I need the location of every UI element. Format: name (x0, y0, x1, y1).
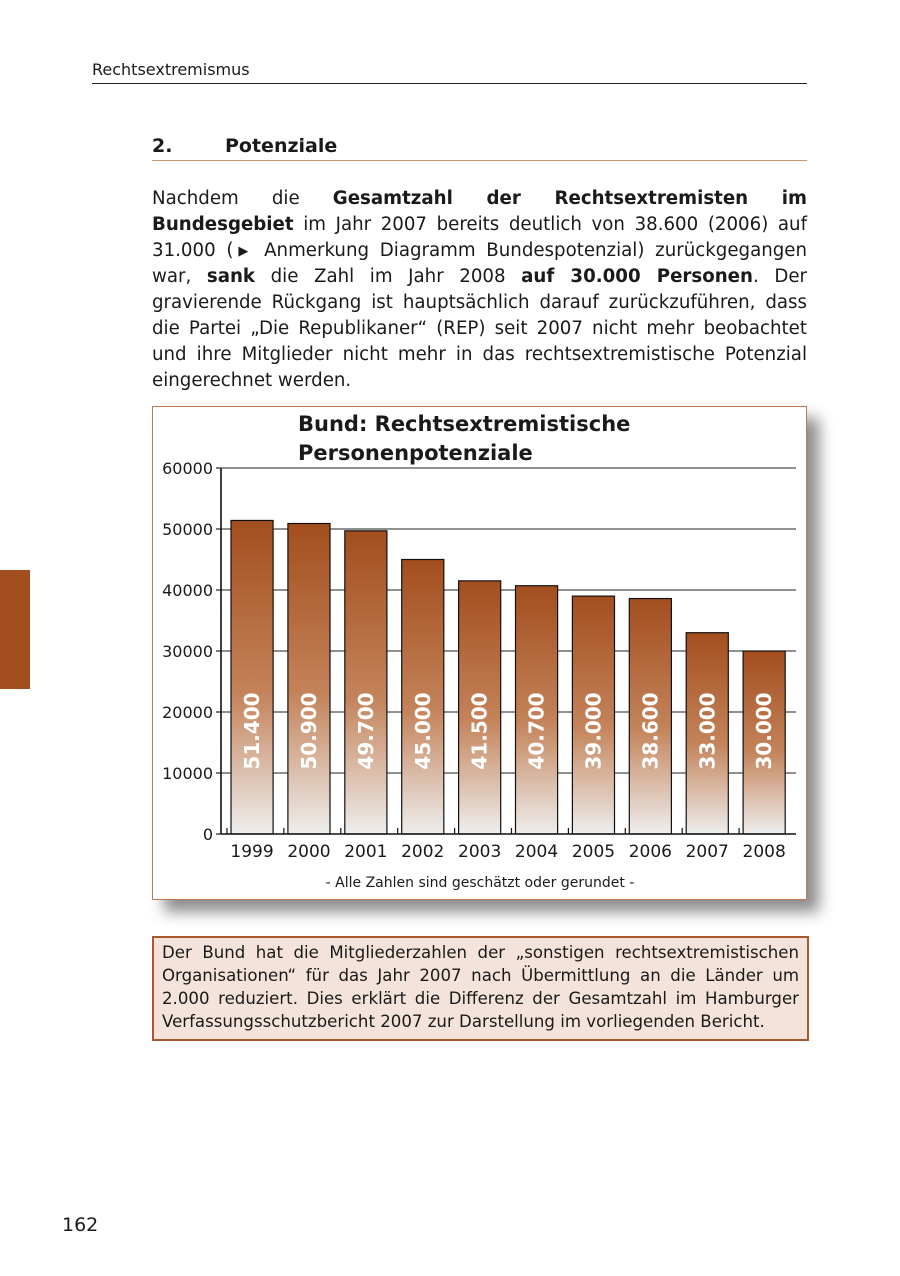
x-tick-label: 2003 (458, 842, 502, 862)
section-heading (152, 135, 807, 161)
x-tick-label: 2004 (514, 842, 559, 862)
bar-chart (153, 407, 806, 899)
bar-value-label: 40.700 (524, 692, 549, 770)
bar-value-label: 33.000 (695, 692, 720, 770)
intro-text: Nachdem die (152, 188, 333, 209)
bar-value-label: 41.500 (467, 692, 492, 770)
bar (231, 520, 273, 834)
bar-value-label: 38.600 (638, 692, 663, 770)
x-tick-label: 2001 (344, 842, 388, 862)
x-tick-label: 2000 (287, 842, 331, 862)
x-tick-label: 2006 (628, 842, 672, 862)
section-number: 2. (152, 135, 173, 157)
bar (288, 524, 330, 834)
x-tick-label: 2002 (401, 842, 445, 862)
chart-title-line: Personenpotenziale (298, 441, 533, 465)
intro-emphasis: Gesamtzahl der Rechtsextremisten im Bundesgebiet (152, 188, 807, 235)
chapter-tab-marker (0, 570, 30, 689)
y-tick-label: 20000 (162, 703, 213, 722)
x-tick-label: 2005 (571, 842, 616, 862)
bar-value-label: 49.700 (353, 692, 378, 770)
bar-value-label: 30.000 (752, 692, 777, 770)
x-tick-label: 2007 (685, 842, 729, 862)
intro-text: Anmerkung Diagramm Bundespotenzial) zurückgegangen war, (152, 239, 808, 288)
y-tick-label: 40000 (162, 581, 213, 600)
intro-emphasis: auf 30.000 Personen (521, 266, 753, 288)
intro-emphasis: sank (206, 266, 256, 288)
y-tick-label: 50000 (162, 520, 213, 539)
section-title: Potenziale (225, 135, 338, 157)
bar-value-label: 39.000 (581, 692, 606, 770)
intro-text: . Der gravierende Rückgang ist hauptsächlich darauf zurückzuführen, dass die Partei „Die Republikaner“ (REP) seit 2007 nicht mehr beobachtet und ihre Mitglieder nicht mehr in das rechtsextremistische Potenzial eingerechnet werden. (152, 266, 808, 391)
bar-value-label: 51.400 (240, 692, 265, 770)
chart-footnote: - Alle Zahlen sind geschätzt oder gerundet - (325, 875, 635, 891)
bar (345, 531, 387, 834)
x-tick-label: 2008 (742, 842, 786, 862)
x-tick-label: 1999 (230, 842, 274, 862)
chart-title-line: Bund: Rechtsextremistische (298, 412, 631, 436)
bar-value-label: 45.000 (410, 692, 435, 770)
intro-text: die Zahl im Jahr 2008 (255, 266, 522, 288)
running-header: Rechtsextremismus (92, 60, 807, 84)
chart-container (152, 406, 807, 900)
page-number: 162 (62, 1214, 99, 1236)
y-tick-label: 30000 (162, 642, 213, 661)
intro-paragraph (152, 186, 807, 393)
y-tick-label: 60000 (162, 459, 213, 478)
note-box: Der Bund hat die Mitgliederzahlen der „sonstigen rechtsextremistischen Organisationen“ für das Jahr 2007 nach Übermittlung an die Länder um 2.000 reduziert. Dies erklärt die Differenz der Gesamtzahl im Hamburger Verfassungsschutzbericht 2007 zur Darstellung im vorliegenden Bericht. (152, 936, 809, 1041)
y-tick-label: 10000 (162, 764, 213, 783)
y-tick-label: 0 (202, 825, 213, 844)
bar-value-label: 50.900 (296, 692, 321, 770)
arrow-right-icon: ▶ (233, 243, 254, 259)
intro-text: im Jahr 2007 bereits deutlich von 38.600 (2006) auf 31.000 ( (152, 213, 807, 261)
